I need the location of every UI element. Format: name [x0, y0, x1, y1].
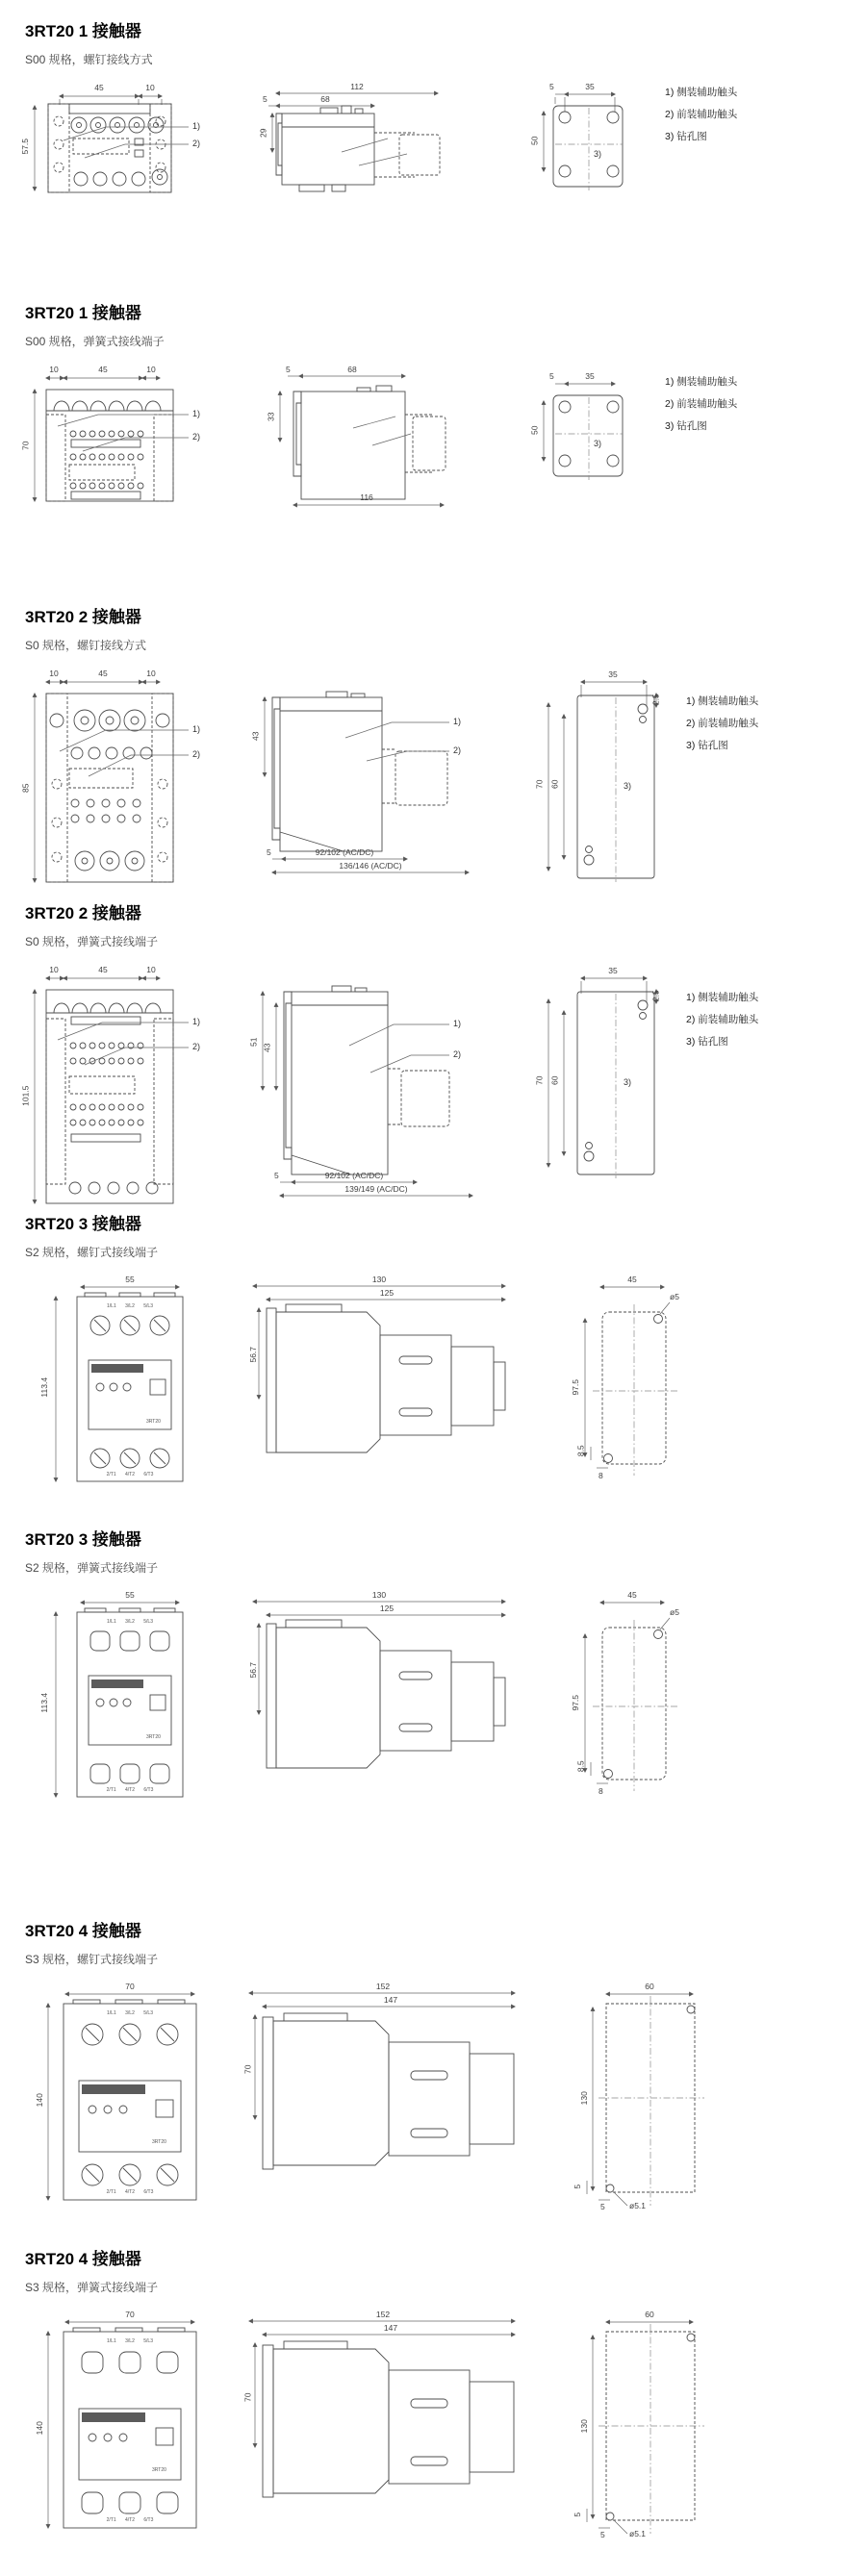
figures-row: [25, 1275, 866, 1487]
terminal-labels: 1/L1 3/L2 5/L3: [107, 2010, 153, 2016]
dim-label: 2.5: [650, 694, 661, 706]
dim-label: 130: [578, 2091, 589, 2106]
callout-label: 1): [192, 121, 201, 131]
dim-label: 68: [347, 365, 357, 374]
dim-label: 101.5: [20, 1085, 31, 1106]
dim-label: 35: [608, 669, 618, 679]
front-view: [39, 1275, 215, 1487]
dim-label: 35: [585, 82, 595, 91]
side-view: [261, 365, 448, 509]
front-view: [20, 965, 222, 1210]
drill-pattern: [530, 83, 650, 198]
dim-label: 152: [375, 1982, 391, 1991]
front-view: [20, 83, 222, 198]
figures-row: [20, 365, 866, 517]
side-view-art: [258, 83, 444, 198]
dim-label: 92/102 (AC/DC): [315, 847, 374, 857]
figures-row: [20, 669, 866, 890]
legend-item: 2) 前装辅助触头: [665, 398, 738, 410]
dim-label: 5: [573, 2184, 583, 2189]
dim-label: 5: [549, 82, 554, 91]
dim-label: 29: [258, 128, 268, 138]
dim-label: 10: [49, 365, 59, 374]
dim-label: 70: [242, 2064, 253, 2074]
drill-pattern-art: [552, 2311, 716, 2541]
drill-label: 3): [624, 781, 632, 791]
side-view: [243, 1591, 518, 1803]
dim-label: 45: [94, 83, 104, 92]
dim-label: 70: [125, 1982, 135, 1991]
dim-label: 140: [34, 2421, 44, 2436]
dim-label: 5: [274, 1171, 279, 1180]
section-3rt201-screw: [20, 17, 866, 198]
dim-label: 113.4: [39, 1376, 50, 1398]
figures-row: [20, 965, 866, 1210]
legend-item: 1) 侧装辅助触头: [686, 695, 759, 707]
dim-label: ø5: [670, 1607, 679, 1617]
section-subtitle: S2 规格，弹簧式接线端子: [25, 1561, 159, 1575]
terminal-labels: 2/T1 4/T2 6/T3: [106, 2517, 154, 2523]
dim-label: 97.5: [571, 1378, 581, 1396]
drill-pattern: [550, 1275, 709, 1487]
dim-label: 35: [585, 371, 595, 381]
drill-pattern: [535, 965, 675, 1210]
dim-label: 50: [529, 425, 540, 435]
legend-item: 3) 钻孔图: [665, 131, 707, 142]
section-title: 3RT20 3 接触器: [25, 1215, 141, 1233]
dim-label: 55: [125, 1590, 135, 1600]
callout-label: 1): [192, 724, 201, 734]
section-3rt201-spring: [20, 299, 866, 517]
section-title: 3RT20 4 接触器: [25, 2250, 141, 2268]
side-view: [243, 1275, 518, 1487]
section-subtitle: S3 规格，弹簧式接线端子: [25, 2281, 159, 2294]
dim-label: 45: [98, 365, 108, 374]
side-view-art: [243, 1275, 518, 1487]
dim-label: 45: [627, 1590, 637, 1600]
legend: [665, 374, 828, 441]
dim-label: 57.5: [20, 138, 31, 155]
callout-label: 1): [453, 1019, 462, 1028]
dim-label: 10: [145, 83, 155, 92]
dim-label: 45: [627, 1275, 637, 1284]
section-3rt203-spring: [25, 1526, 866, 1803]
legend-item: 1) 侧装辅助触头: [665, 87, 738, 98]
front-view: [39, 1590, 215, 1803]
dim-label: 8.5: [575, 1760, 586, 1773]
drill-label: 3): [594, 149, 602, 159]
section-3rt204-screw: [25, 1917, 866, 2213]
callout-label: 2): [192, 749, 201, 759]
section-subtitle: S0 规格，螺钉接线方式: [25, 639, 147, 652]
section-subtitle: S2 规格，螺钉式接线端子: [25, 1246, 159, 1259]
dim-label: ø5: [670, 1292, 679, 1301]
callout-label: 1): [192, 1017, 201, 1026]
dim-label: 56.7: [248, 1346, 259, 1363]
dim-label: 147: [383, 1995, 398, 2005]
dim-label: 50: [529, 136, 540, 145]
side-view: [242, 2311, 525, 2532]
legend: [665, 85, 828, 151]
section-title: 3RT20 2 接触器: [25, 608, 141, 626]
section-3rt204-spring: [25, 2245, 866, 2541]
dim-label: 5: [573, 2512, 583, 2517]
dim-label: 5: [549, 371, 554, 381]
dim-label: 70: [125, 2310, 135, 2319]
dim-label: 60: [549, 1075, 560, 1085]
callout-label: 2): [192, 139, 201, 148]
dim-label: 70: [242, 2392, 253, 2402]
dim-label: 10: [146, 669, 156, 678]
dim-label: 112: [350, 82, 364, 91]
side-view: [251, 669, 477, 890]
dim-label: 70: [534, 1075, 545, 1085]
legend-item: 2) 前装辅助触头: [686, 1014, 759, 1025]
dim-label: 130: [371, 1590, 387, 1600]
device-brand: 3RT20: [152, 2467, 166, 2473]
dim-label: 8.5: [575, 1445, 586, 1457]
section-3rt203-screw: [25, 1210, 866, 1487]
legend: [686, 990, 850, 1056]
dim-label: 56.7: [248, 1661, 259, 1679]
dim-label: 45: [98, 669, 108, 678]
callout-label: 2): [453, 745, 462, 755]
dim-label: 70: [20, 441, 31, 450]
section-title: 3RT20 2 接触器: [25, 904, 141, 922]
dim-label: 130: [371, 1275, 387, 1284]
section-subtitle: S00 规格，弹簧式接线端子: [25, 335, 165, 348]
dim-label: 55: [125, 1275, 135, 1284]
drill-pattern: [552, 1983, 716, 2213]
dim-label: 10: [146, 965, 156, 974]
legend-item: 3) 钻孔图: [686, 1036, 728, 1048]
dim-label: 60: [645, 2310, 654, 2319]
section-title: 3RT20 1 接触器: [25, 304, 141, 322]
terminal-labels: 1/L1 3/L2 5/L3: [107, 1303, 153, 1309]
figures-row: [25, 1591, 866, 1803]
dim-label: 85: [20, 783, 31, 793]
legend-item: 3) 钻孔图: [686, 740, 728, 751]
callout-label: 2): [192, 432, 201, 442]
dim-label: 33: [266, 412, 276, 421]
drill-label: 3): [624, 1077, 632, 1087]
dim-label: 125: [379, 1288, 395, 1298]
side-view: [242, 1983, 525, 2204]
section-subtitle: S0 规格，弹簧式接线端子: [25, 935, 159, 948]
dim-label: 139/149 (AC/DC): [344, 1184, 408, 1194]
drill-label: 3): [594, 439, 602, 448]
dim-label: 10: [146, 365, 156, 374]
side-view: [258, 82, 444, 198]
dim-label: 2.5: [650, 990, 661, 1002]
section-subtitle: S3 规格，螺钉式接线端子: [25, 1953, 159, 1966]
page: [0, 17, 866, 2541]
front-view-art: [25, 965, 222, 1210]
legend: [686, 694, 850, 760]
dim-label: 35: [608, 966, 618, 975]
dim-label: 43: [262, 1043, 272, 1052]
dim-label: ø5.1: [629, 2201, 647, 2210]
front-view: [20, 365, 222, 509]
section-3rt202-spring: [20, 899, 866, 1210]
front-view: [34, 2310, 218, 2532]
callout-label: 2): [453, 1049, 462, 1059]
drill-pattern: [535, 669, 675, 890]
dim-label: 136/146 (AC/DC): [339, 861, 402, 871]
dim-label: 10: [49, 669, 59, 678]
drill-pattern: [530, 365, 650, 517]
dim-label: 92/102 (AC/DC): [324, 1171, 384, 1180]
side-view: [248, 965, 477, 1210]
drill-pattern-art: [530, 372, 650, 488]
dim-label: 70: [534, 779, 545, 789]
callout-label: 1): [192, 409, 201, 418]
terminal-labels: 2/T1 4/T2 6/T3: [106, 1472, 154, 1477]
drill-pattern: [552, 2311, 716, 2541]
device-brand: 3RT20: [146, 1419, 161, 1425]
dim-label: 152: [375, 2310, 391, 2319]
dim-label: ø5.1: [629, 2529, 647, 2538]
legend-item: 3) 钻孔图: [665, 420, 707, 432]
dim-label: 125: [379, 1604, 395, 1613]
callout-label: 2): [192, 1042, 201, 1051]
drill-pattern-art: [552, 1983, 716, 2213]
section-title: 3RT20 4 接触器: [25, 1922, 141, 1940]
dim-label: 60: [645, 1982, 654, 1991]
section-title: 3RT20 3 接触器: [25, 1530, 141, 1549]
figures-row: [20, 82, 866, 198]
dim-label: 68: [320, 94, 330, 104]
device-brand: 3RT20: [146, 1734, 161, 1740]
dim-label: 130: [578, 2419, 589, 2434]
dim-label: 116: [360, 492, 373, 502]
callout-label: 1): [453, 717, 462, 726]
terminal-labels: 1/L1 3/L2 5/L3: [107, 1619, 153, 1625]
legend-item: 2) 前装辅助触头: [686, 718, 759, 729]
front-view-art: [25, 669, 222, 890]
dim-label: 51: [248, 1037, 259, 1047]
device-brand: 3RT20: [152, 2139, 166, 2145]
dim-label: 5: [267, 847, 271, 857]
dim-label: 8: [599, 1786, 603, 1796]
dim-label: 45: [98, 965, 108, 974]
legend-item: 1) 侧装辅助触头: [686, 992, 759, 1003]
dim-label: 5: [600, 2530, 605, 2539]
section-3rt202-screw: [20, 603, 866, 890]
section-title: 3RT20 1 接触器: [25, 22, 141, 40]
dim-label: 5: [286, 365, 291, 374]
dim-label: 10: [49, 965, 59, 974]
drill-pattern-art: [530, 83, 650, 198]
dim-label: 97.5: [571, 1694, 581, 1711]
dim-label: 5: [263, 94, 267, 104]
terminal-labels: 1/L1 3/L2 5/L3: [107, 2338, 153, 2344]
dim-label: 140: [34, 2093, 44, 2108]
side-view-art: [242, 2311, 525, 2532]
dim-label: 43: [250, 731, 261, 741]
dim-label: 60: [549, 779, 560, 789]
front-view: [34, 1982, 218, 2204]
side-view-art: [243, 1591, 518, 1803]
dim-label: 147: [383, 2323, 398, 2333]
dim-label: 8: [599, 1471, 603, 1480]
legend-item: 1) 侧装辅助触头: [665, 376, 738, 388]
side-view-art: [242, 1983, 525, 2204]
terminal-labels: 2/T1 4/T2 6/T3: [106, 2189, 154, 2195]
front-view: [20, 669, 222, 890]
side-view-art: [261, 365, 448, 509]
section-subtitle: S00 规格，螺钉接线方式: [25, 53, 153, 66]
terminal-labels: 2/T1 4/T2 6/T3: [106, 1787, 154, 1793]
legend-item: 2) 前装辅助触头: [665, 109, 738, 120]
figures-row: [25, 2311, 866, 2541]
figures-row: [25, 1983, 866, 2213]
dim-label: 113.4: [39, 1692, 50, 1713]
drill-pattern: [550, 1591, 709, 1803]
dim-label: 5: [600, 2202, 605, 2211]
